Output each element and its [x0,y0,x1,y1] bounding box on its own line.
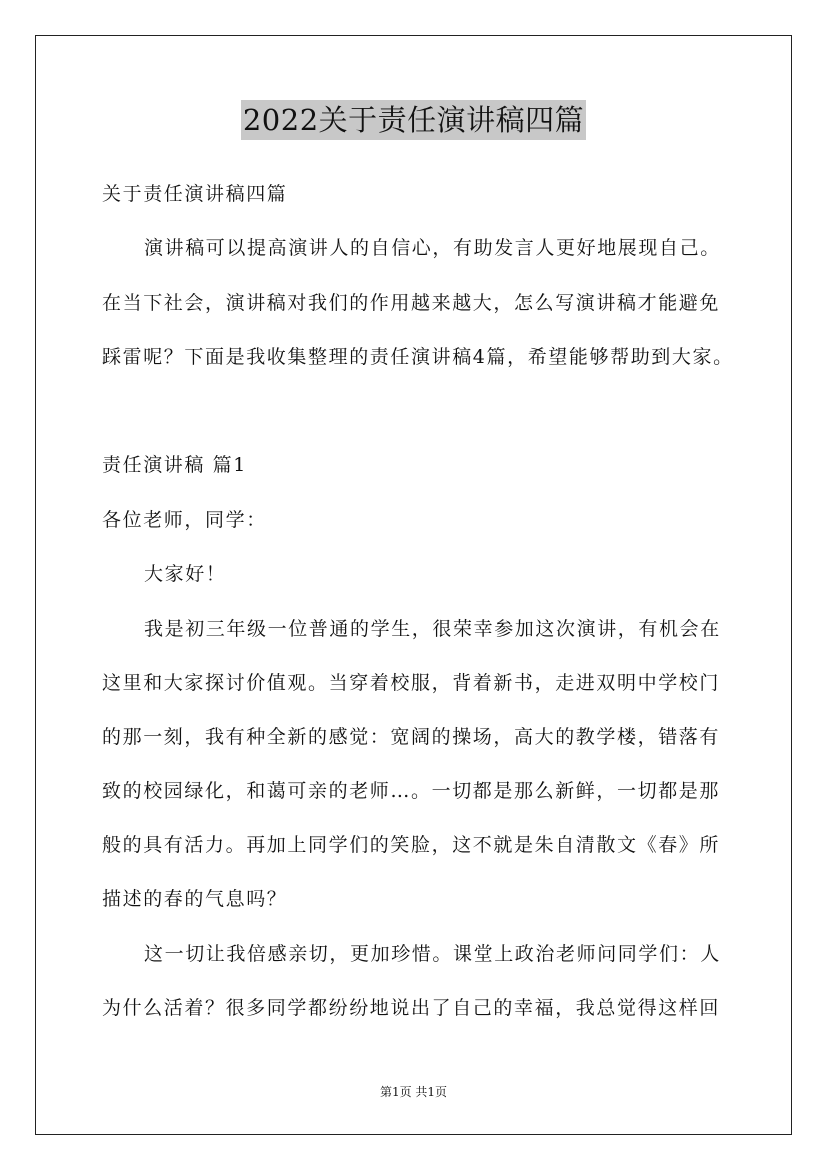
intro-line-1: 演讲稿可以提高演讲人的自信心，有助发言人更好地展现自己。 [144,237,721,259]
paragraph-1-line-4: 致的校园绿化，和蔼可亲的老师…。一切都是那么新鲜，一切都是那 [102,780,721,802]
document-title: 2022关于责任演讲稿四篇 [241,100,586,140]
paragraph-2-line-1: 这一切让我倍感亲切，更加珍惜。课堂上政治老师问同学们：人 [144,943,721,965]
paragraph-1-line-5: 般的具有活力。再加上同学们的笑脸，这不就是朱自清散文《春》所 [102,834,721,856]
paragraph-1-line-2: 这里和大家探讨价值观。当穿着校服，背着新书，走进双明中学校门 [102,672,721,694]
greeting: 大家好！ [144,563,227,585]
section-heading: 责任演讲稿 篇1 [102,454,247,476]
paragraph-2-line-2: 为什么活着？很多同学都纷纷地说出了自己的幸福，我总觉得这样回 [102,997,721,1019]
paragraph-1-line-3: 的那一刻，我有种全新的感觉：宽阔的操场，高大的教学楼，错落有 [102,726,721,748]
paragraph-1-line-6: 描述的春的气息吗？ [102,888,288,910]
page-footer: 第1页 共1页 [379,1085,448,1099]
intro-line-2: 在当下社会，演讲稿对我们的作用越来越大，怎么写演讲稿才能避免 [102,292,721,314]
intro-line-3: 踩雷呢？下面是我收集整理的责任演讲稿4篇，希望能够帮助到大家。 [102,346,734,368]
salutation: 各位老师，同学： [102,509,267,531]
paragraph-1-line-1: 我是初三年级一位普通的学生，很荣幸参加这次演讲，有机会在 [144,618,721,640]
subtitle: 关于责任演讲稿四篇 [102,183,288,205]
title-container [0,100,827,140]
